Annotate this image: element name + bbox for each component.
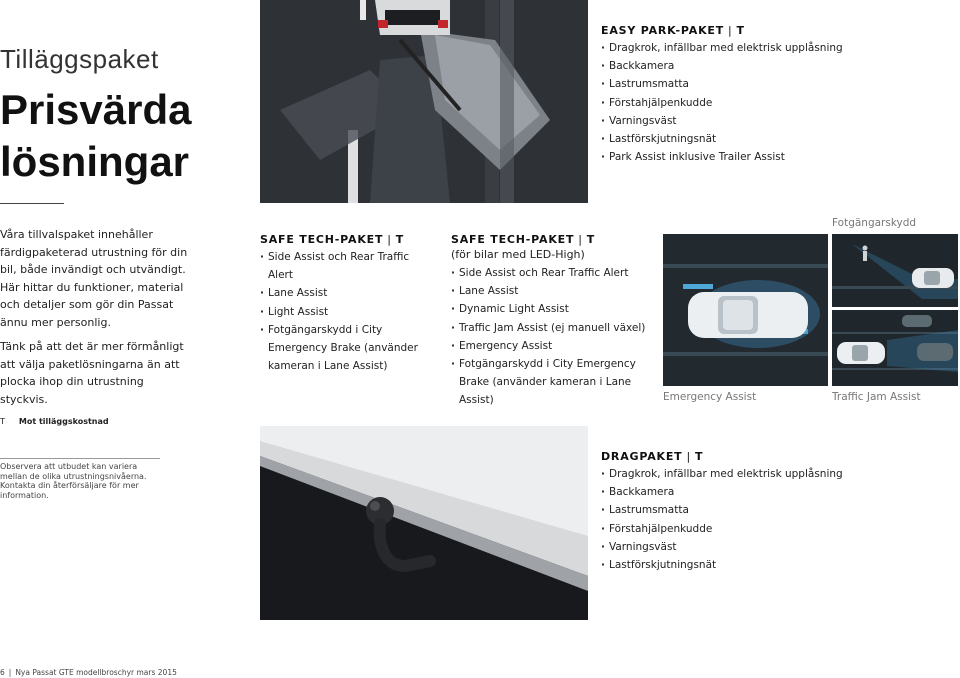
- list-item: · Varningsväst: [601, 112, 951, 130]
- drag-package: [601, 450, 951, 574]
- safe-tech-package-1: [260, 233, 435, 375]
- safe-tech-2-name: SAFE TECH-PAKET: [451, 233, 575, 246]
- easy-park-package: [601, 24, 951, 166]
- page-footer: [0, 668, 177, 677]
- list-item: · Varningsväst: [601, 538, 951, 556]
- title-separator: |: [387, 233, 392, 246]
- headline-line-2: lösningar: [0, 138, 190, 185]
- intro-paragraph-2: Tänk på att det är mer förmånligt att välja paketlösningarna än att plocka ihop din utrustning styckvis.: [0, 340, 184, 406]
- cost-mark: T: [736, 24, 745, 37]
- list-item: · Traffic Jam Assist (ej manuell växel): [451, 319, 656, 337]
- list-item: · Förstahjälpenkudde: [601, 520, 951, 538]
- list-item: · Dragkrok, infällbar med elektrisk upplåsning: [601, 465, 951, 483]
- safe-tech-1-name: SAFE TECH-PAKET: [260, 233, 384, 246]
- list-item: · Side Assist och Rear Traffic Alert: [260, 248, 435, 284]
- list-item: · Park Assist inklusive Trailer Assist: [601, 148, 951, 166]
- safe-tech-2-list: [451, 264, 656, 410]
- list-item: · Lastrumsmatta: [601, 75, 951, 93]
- cost-legend: [0, 417, 109, 426]
- trailer-park-assist-photo: [260, 0, 588, 203]
- list-item: · Förstahjälpenkudde: [601, 94, 951, 112]
- title-separator: |: [728, 24, 733, 37]
- headline-line-1: Prisvärda: [0, 86, 192, 133]
- drag-title: [601, 450, 951, 463]
- safe-tech-1-list: [260, 248, 435, 375]
- list-item: · Backkamera: [601, 57, 951, 75]
- pedestrian-protection-illustration: [832, 234, 958, 307]
- list-item: · Emergency Assist: [451, 337, 656, 355]
- section-eyebrow: Tilläggspaket: [0, 44, 159, 74]
- intro-text: [0, 226, 190, 415]
- drag-name: DRAGPAKET: [601, 450, 683, 463]
- list-item: · Lane Assist: [451, 282, 656, 300]
- cost-mark: T: [586, 233, 596, 246]
- safe-tech-2-title: [451, 233, 656, 246]
- safe-tech-package-2: [451, 233, 656, 410]
- list-item: · Light Assist: [260, 303, 435, 321]
- intro-paragraph-1: Våra tillvalspaket innehåller färdigpaketerad utrustning för din bil, både invändigt och utvändigt. Här hittar du funktioner, material och detaljer som gör din Passat ännu mer personlig.: [0, 228, 188, 329]
- title-separator: |: [578, 233, 583, 246]
- cost-mark: T: [395, 233, 405, 246]
- caption-pedestrian: Fotgängarskydd: [832, 217, 917, 229]
- footer-separator: |: [8, 668, 12, 677]
- drag-list: [601, 465, 951, 574]
- legend-symbol: T: [0, 417, 5, 426]
- safe-tech-1-title: [260, 233, 435, 246]
- title-separator: |: [686, 450, 691, 463]
- page-headline: [0, 84, 191, 188]
- disclaimer: Observera att utbudet kan variera mellan de olika utrustningsnivåerna. Kontakta din återförsäljare för mer information.: [0, 458, 160, 500]
- list-item: · Backkamera: [601, 483, 951, 501]
- page-number: 6: [0, 668, 5, 677]
- footer-text: Nya Passat GTE modellbroschyr mars 2015: [15, 668, 177, 677]
- list-item: · Fotgängarskydd i City Emergency Brake (använder kameran i Lane Assist): [260, 321, 435, 376]
- list-item: · Lastförskjutningsnät: [601, 556, 951, 574]
- list-item: · Lane Assist: [260, 284, 435, 302]
- list-item: · Dragkrok, infällbar med elektrisk upplåsning: [601, 39, 951, 57]
- divider: [0, 203, 64, 204]
- easy-park-list: [601, 39, 951, 166]
- traffic-jam-assist-illustration: [832, 310, 958, 386]
- easy-park-title: [601, 24, 951, 37]
- tow-hook-photo: [260, 426, 588, 620]
- easy-park-name: EASY PARK-PAKET: [601, 24, 725, 37]
- caption-emergency: Emergency Assist: [663, 391, 757, 403]
- list-item: · Fotgängarskydd i City Emergency Brake (använder kameran i Lane Assist): [451, 355, 656, 410]
- emergency-assist-illustration: [663, 234, 828, 386]
- cost-mark: T: [694, 450, 704, 463]
- caption-traffic-jam: Traffic Jam Assist: [832, 391, 921, 403]
- list-item: · Lastförskjutningsnät: [601, 130, 951, 148]
- list-item: · Side Assist och Rear Traffic Alert: [451, 264, 656, 282]
- list-item: · Dynamic Light Assist: [451, 300, 656, 318]
- legend-text: Mot tilläggskostnad: [18, 417, 109, 426]
- safe-tech-2-subtitle: (för bilar med LED-High): [451, 248, 585, 261]
- list-item: · Lastrumsmatta: [601, 501, 951, 519]
